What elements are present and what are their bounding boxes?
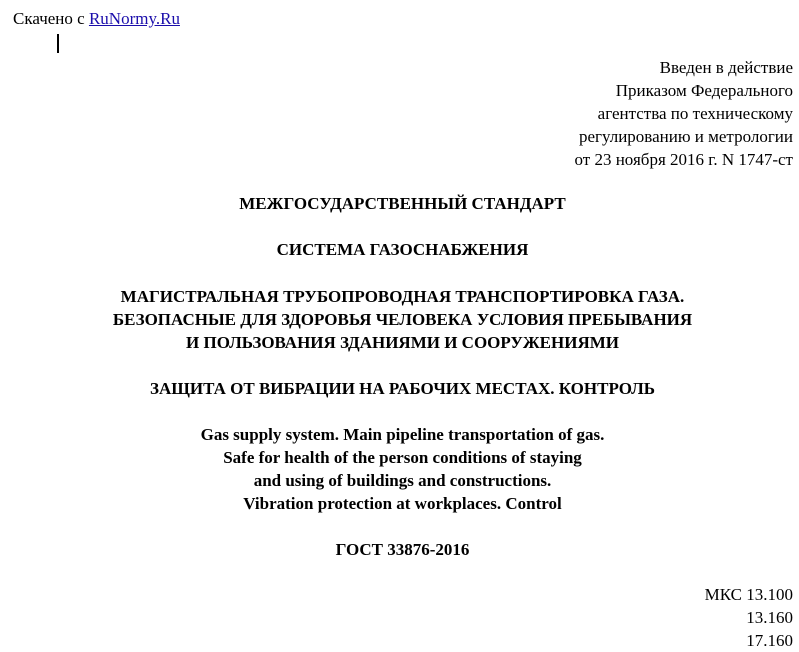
source-prefix: Скачено с [13, 9, 89, 28]
mks-line: 17.160 [746, 631, 793, 650]
title-line: МАГИСТРАЛЬНАЯ ТРУБОПРОВОДНАЯ ТРАНСПОРТИРОВКА ГАЗА. [120, 287, 685, 306]
heading-interstate-text: МЕЖГОСУДАРСТВЕННЫЙ СТАНДАРТ [239, 194, 566, 213]
english-title-line: and using of buildings and constructions. [253, 471, 552, 490]
mks-line: 13.160 [746, 608, 793, 627]
title-line: БЕЗОПАСНЫЕ ДЛЯ ЗДОРОВЬЯ ЧЕЛОВЕКА УСЛОВИЯ ПРЕБЫВАНИЯ [112, 310, 693, 329]
mks-line: МКС 13.100 [704, 585, 793, 604]
standard-code-text: ГОСТ 33876-2016 [335, 540, 470, 559]
approval-block [393, 56, 793, 171]
standard-code [0, 538, 799, 561]
heading-gas-supply-system [0, 238, 799, 261]
mks-classification [593, 583, 793, 652]
english-title-line: Safe for health of the person conditions of staying [223, 448, 582, 467]
approval-line: Введен в действие [659, 58, 793, 77]
approval-line: Приказом Федерального [615, 81, 793, 100]
source-line [13, 9, 180, 29]
document-title [0, 285, 799, 354]
heading-interstate-standard [0, 192, 799, 215]
approval-line: регулированию и метрологии [578, 127, 793, 146]
english-title [0, 423, 799, 515]
subtitle-text: ЗАЩИТА ОТ ВИБРАЦИИ НА РАБОЧИХ МЕСТАХ. КОНТРОЛЬ [149, 379, 656, 398]
english-title-line: Vibration protection at workplaces. Control [243, 494, 562, 513]
document-subtitle [0, 377, 799, 400]
english-title-line: Gas supply system. Main pipeline transportation of gas. [200, 425, 605, 444]
heading-system-text: СИСТЕМА ГАЗОСНАБЖЕНИЯ [276, 240, 529, 259]
title-line: И ПОЛЬЗОВАНИЯ ЗДАНИЯМИ И СООРУЖЕНИЯМИ [186, 333, 619, 352]
text-cursor [57, 34, 59, 53]
approval-line: от 23 ноября 2016 г. N 1747-ст [574, 150, 793, 169]
approval-line: агентства по техническому [597, 104, 793, 123]
runormy-link[interactable]: RuNormy.Ru [88, 9, 180, 28]
